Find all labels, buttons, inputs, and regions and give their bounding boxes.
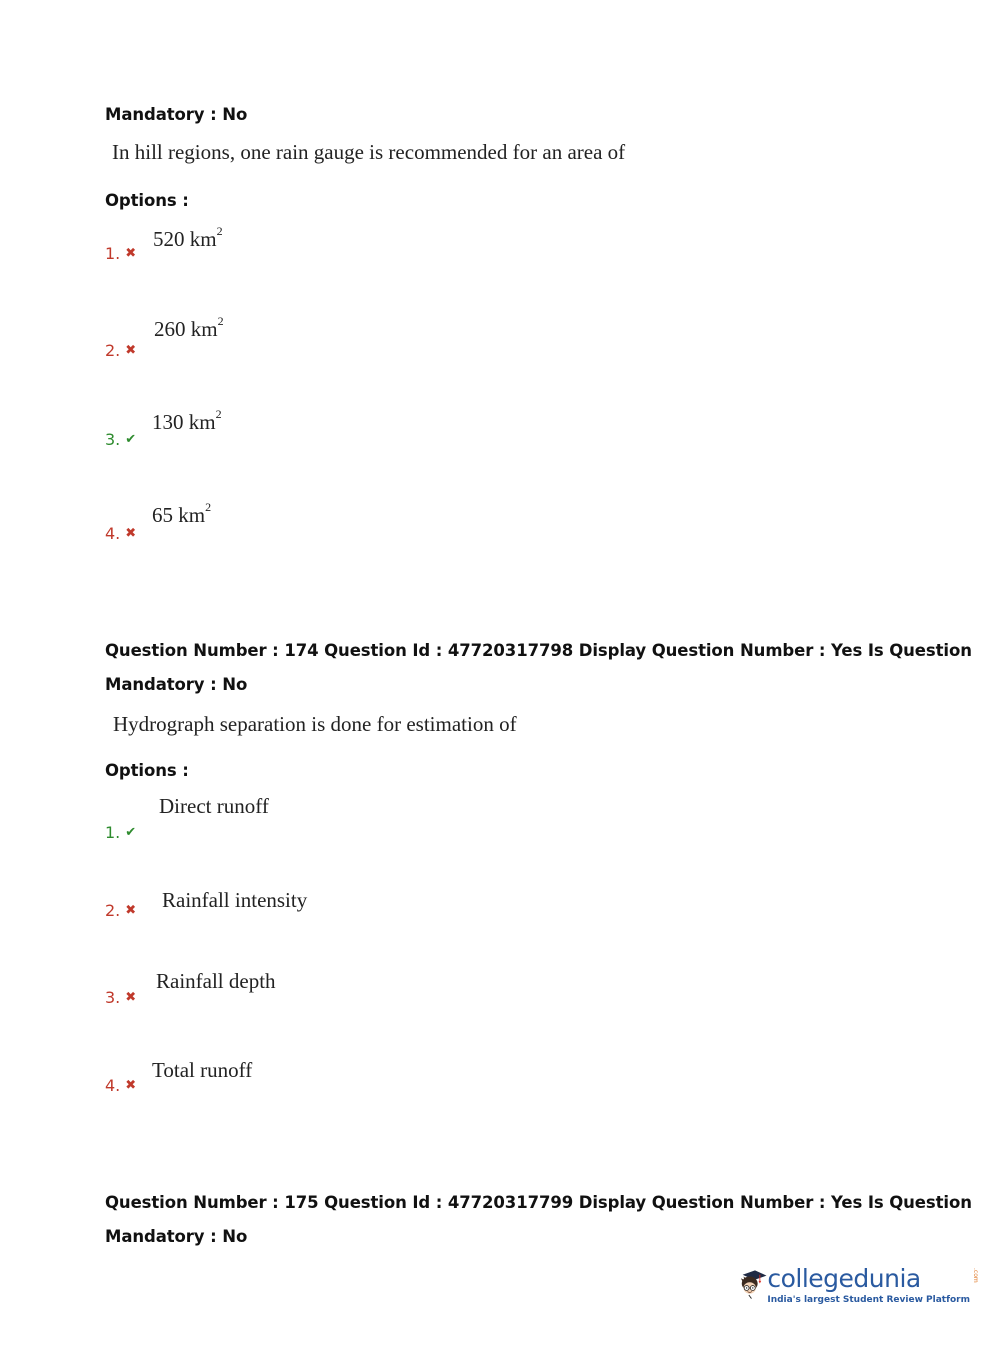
q174-option-4-label	[105, 1076, 136, 1095]
option-number: 4.	[105, 1076, 121, 1095]
cross-icon: ✖	[125, 343, 137, 358]
q173-option-1-text: 520 $km^2$	[153, 224, 223, 251]
q173-options-label: Options :	[105, 191, 189, 210]
option-number: 2.	[105, 341, 121, 360]
q173-mandatory: Mandatory : No	[105, 105, 248, 124]
brand-name: collegedunia	[767, 1263, 921, 1293]
collegedunia-logo	[740, 1248, 979, 1320]
q173-question-text: In hill regions, one rain gauge is recommended for an area of	[112, 140, 626, 164]
q173-option-3-label	[105, 430, 136, 449]
q174-option-2-label	[105, 901, 136, 920]
q174-option-4-text: Total runoff	[152, 1058, 253, 1082]
check-icon: ✔	[125, 432, 137, 447]
q174-option-1-label	[105, 823, 136, 842]
q174-option-3-text: Rainfall depth	[156, 969, 276, 993]
option-number: 1.	[105, 244, 121, 263]
cross-icon: ✖	[125, 990, 137, 1005]
brand-tagline: India's largest Student Review Platform	[767, 1294, 970, 1305]
option-number: 2.	[105, 901, 121, 920]
q173-option-4-label	[105, 524, 136, 543]
q175-mandatory: Mandatory : No	[105, 1227, 248, 1246]
q174-header: Question Number : 174 Question Id : 47720317798 Display Question Number : Yes Is Question	[105, 641, 972, 660]
cross-icon: ✖	[125, 526, 137, 541]
q174-option-2-text: Rainfall intensity	[162, 888, 308, 912]
option-number: 1.	[105, 823, 121, 842]
check-icon: ✔	[125, 825, 137, 840]
q175-header: Question Number : 175 Question Id : 47720317799 Display Question Number : Yes Is Question	[105, 1193, 972, 1212]
q174-options-label: Options :	[105, 761, 189, 780]
q173-option-2-label	[105, 341, 136, 360]
option-number: 3.	[105, 988, 121, 1007]
option-number: 3.	[105, 430, 121, 449]
q173-option-3-text: 130 $km^2$	[152, 407, 222, 434]
cross-icon: ✖	[125, 1078, 137, 1093]
q174-mandatory: Mandatory : No	[105, 675, 248, 694]
cross-icon: ✖	[125, 903, 137, 918]
q174-question-text: Hydrograph separation is done for estimation of	[113, 712, 517, 736]
q174-option-1-text: Direct runoff	[159, 794, 269, 818]
q173-option-4-text: 65 $km^2$	[152, 500, 212, 527]
mascot-icon	[740, 1249, 767, 1319]
q173-option-1-label	[105, 244, 136, 263]
brand-suffix: .com	[972, 1267, 979, 1283]
q173-option-2-text: 260 $km^2$	[154, 314, 224, 341]
cross-icon: ✖	[125, 246, 137, 261]
q174-option-3-label	[105, 988, 136, 1007]
option-number: 4.	[105, 524, 121, 543]
